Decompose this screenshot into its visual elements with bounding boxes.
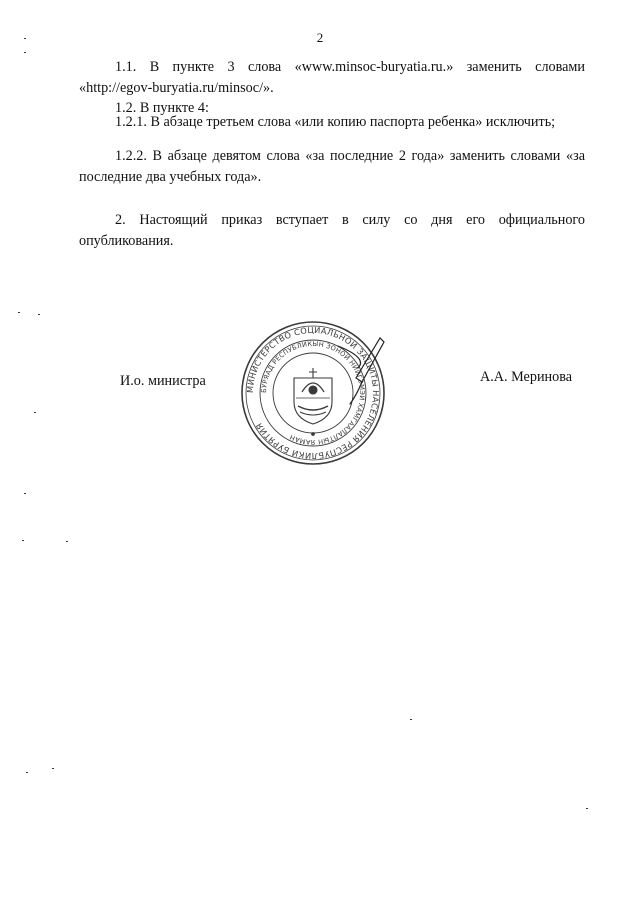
scan-speck: [24, 493, 26, 494]
page-number: 2: [316, 30, 324, 45]
scan-speck: [22, 540, 24, 541]
clause-2: 2. Настоящий приказ вступает в силу со дня его официального опубликования.: [79, 212, 585, 249]
scan-speck: [34, 412, 36, 413]
scan-speck: [26, 772, 28, 773]
seal-inner-text: БУРЯАД РЕСПУБЛИКЫН ЗОНОЙ НИЙГЭМЭЙ ХАМГААЛАЛТЫН ЯАМАН: [259, 339, 367, 447]
scan-speck: [24, 38, 26, 39]
signatory-title: И.о. министра: [120, 373, 206, 389]
signatory-name: А.А. Меринова: [480, 369, 573, 385]
clause-1-2-2: 1.2.2. В абзаце девятом слова «за последние 2 года» заменить словами «за последние два учебных года».: [79, 148, 585, 185]
official-seal: [238, 318, 388, 468]
scan-speck: [586, 808, 588, 809]
coat-of-arms-icon: [294, 368, 332, 435]
scan-speck: [24, 52, 26, 53]
scan-speck: [52, 768, 54, 769]
scan-speck: [38, 314, 40, 315]
scan-speck: [66, 541, 68, 542]
clause-1-1: 1.1. В пункте 3 слова «www.minsoc-buryatia.ru.» заменить словами «http://egov-buryatia.ru/minsoc/».: [79, 59, 585, 96]
seal-ring-text: МИНИСТЕРСТВО СОЦИАЛЬНОЙ ЗАЩИТЫ НАСЕЛЕНИЯ РЕСПУБЛИКИ БУРЯТИЯ: [244, 324, 382, 462]
scan-speck: [18, 312, 20, 313]
scan-speck: [410, 719, 412, 720]
clause-1-2-1: 1.2.1. В абзаце третьем слова «или копию паспорта ребенка» исключить;: [115, 114, 556, 130]
clause-1-2: 1.2. В пункте 4:: [115, 100, 209, 116]
